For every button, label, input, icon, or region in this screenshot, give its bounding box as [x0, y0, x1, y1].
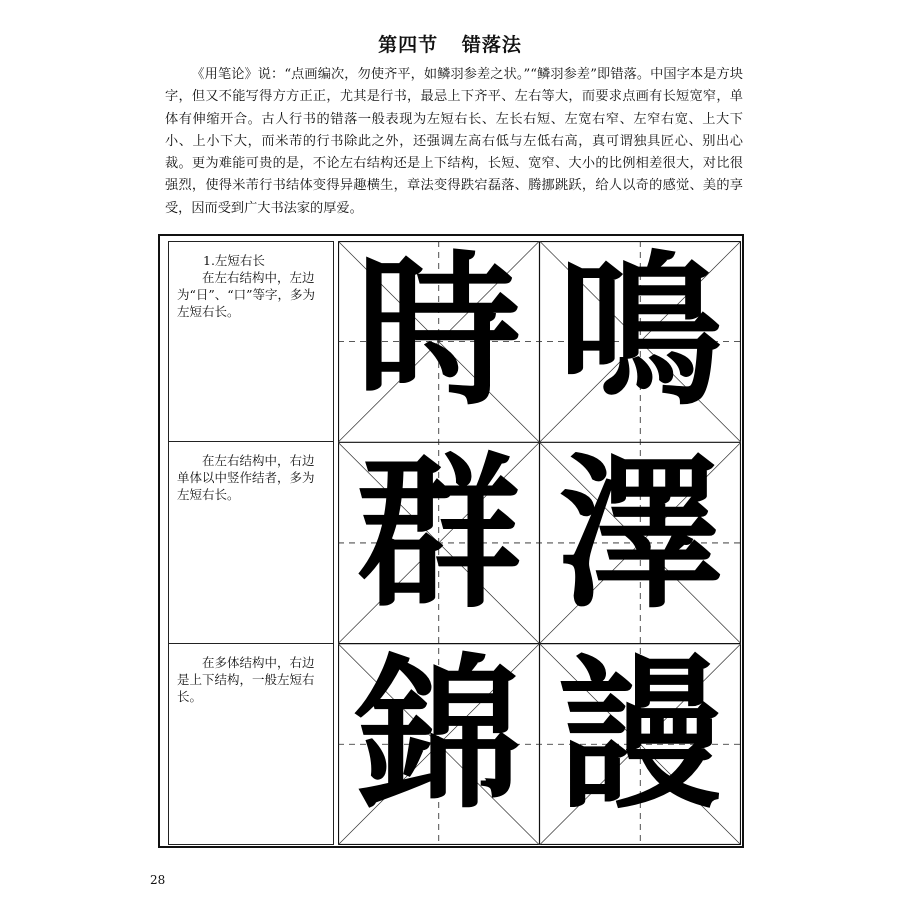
calligraphy-char: 澤	[557, 436, 723, 630]
page-number: 28	[150, 873, 166, 887]
intro-paragraph: 《用笔论》说：“点画编次，勿使齐平，如鳞羽参差之状。”“鳞羽参差”即错落。中国字本是方块字，但又不能写得方方正正，尤其是行书，最忌上下齐平、左右等大，而要求点画有长短宽窄，单体有伸缩开合。古人行书的错落一般表现为左短右长、左长右短、左宽右窄、左窄右宽、上大下小、上小下大，而米芾的行书除此之外，还强调左高右低与左低右高，真可谓独具匠心、别出心裁。更为难能可贵的是，不论左右结构还是上下结构，长短、宽窄、大小的比例相差很大，对比很强烈，使得米芾行书结体变得异趣横生，章法变得跌宕磊落、腾挪跳跃，给人以奇的感觉、美的享受，因而受到广大书法家的厚爱。	[165, 67, 743, 216]
mizige-grid	[338, 241, 741, 845]
note-2	[169, 442, 333, 642]
section-name: 错落法	[461, 34, 522, 56]
note-1	[169, 242, 333, 441]
calligraphy-char: 謾	[557, 637, 723, 831]
notes-column	[168, 241, 334, 845]
note-heading: 1.左短右长	[203, 253, 265, 268]
note-3	[169, 644, 333, 844]
calligraphy-characters	[354, 241, 723, 831]
calligraphy-char: 群	[356, 436, 522, 630]
calligraphy-char: 時	[356, 241, 522, 428]
section-title	[0, 30, 900, 57]
calligraphy-char: 錦	[356, 637, 522, 831]
note-text: 在左右结构中，右边单体以中竖作结者，多为左短右长。	[177, 453, 315, 502]
note-text: 在左右结构中，左边为“日”、“口”等字，多为左短右长。	[177, 270, 316, 319]
section-number: 第四节	[378, 34, 439, 56]
calligraphy-char: 鳴	[557, 241, 723, 428]
note-text: 在多体结构中，右边是上下结构，一般左短右长。	[177, 655, 315, 704]
